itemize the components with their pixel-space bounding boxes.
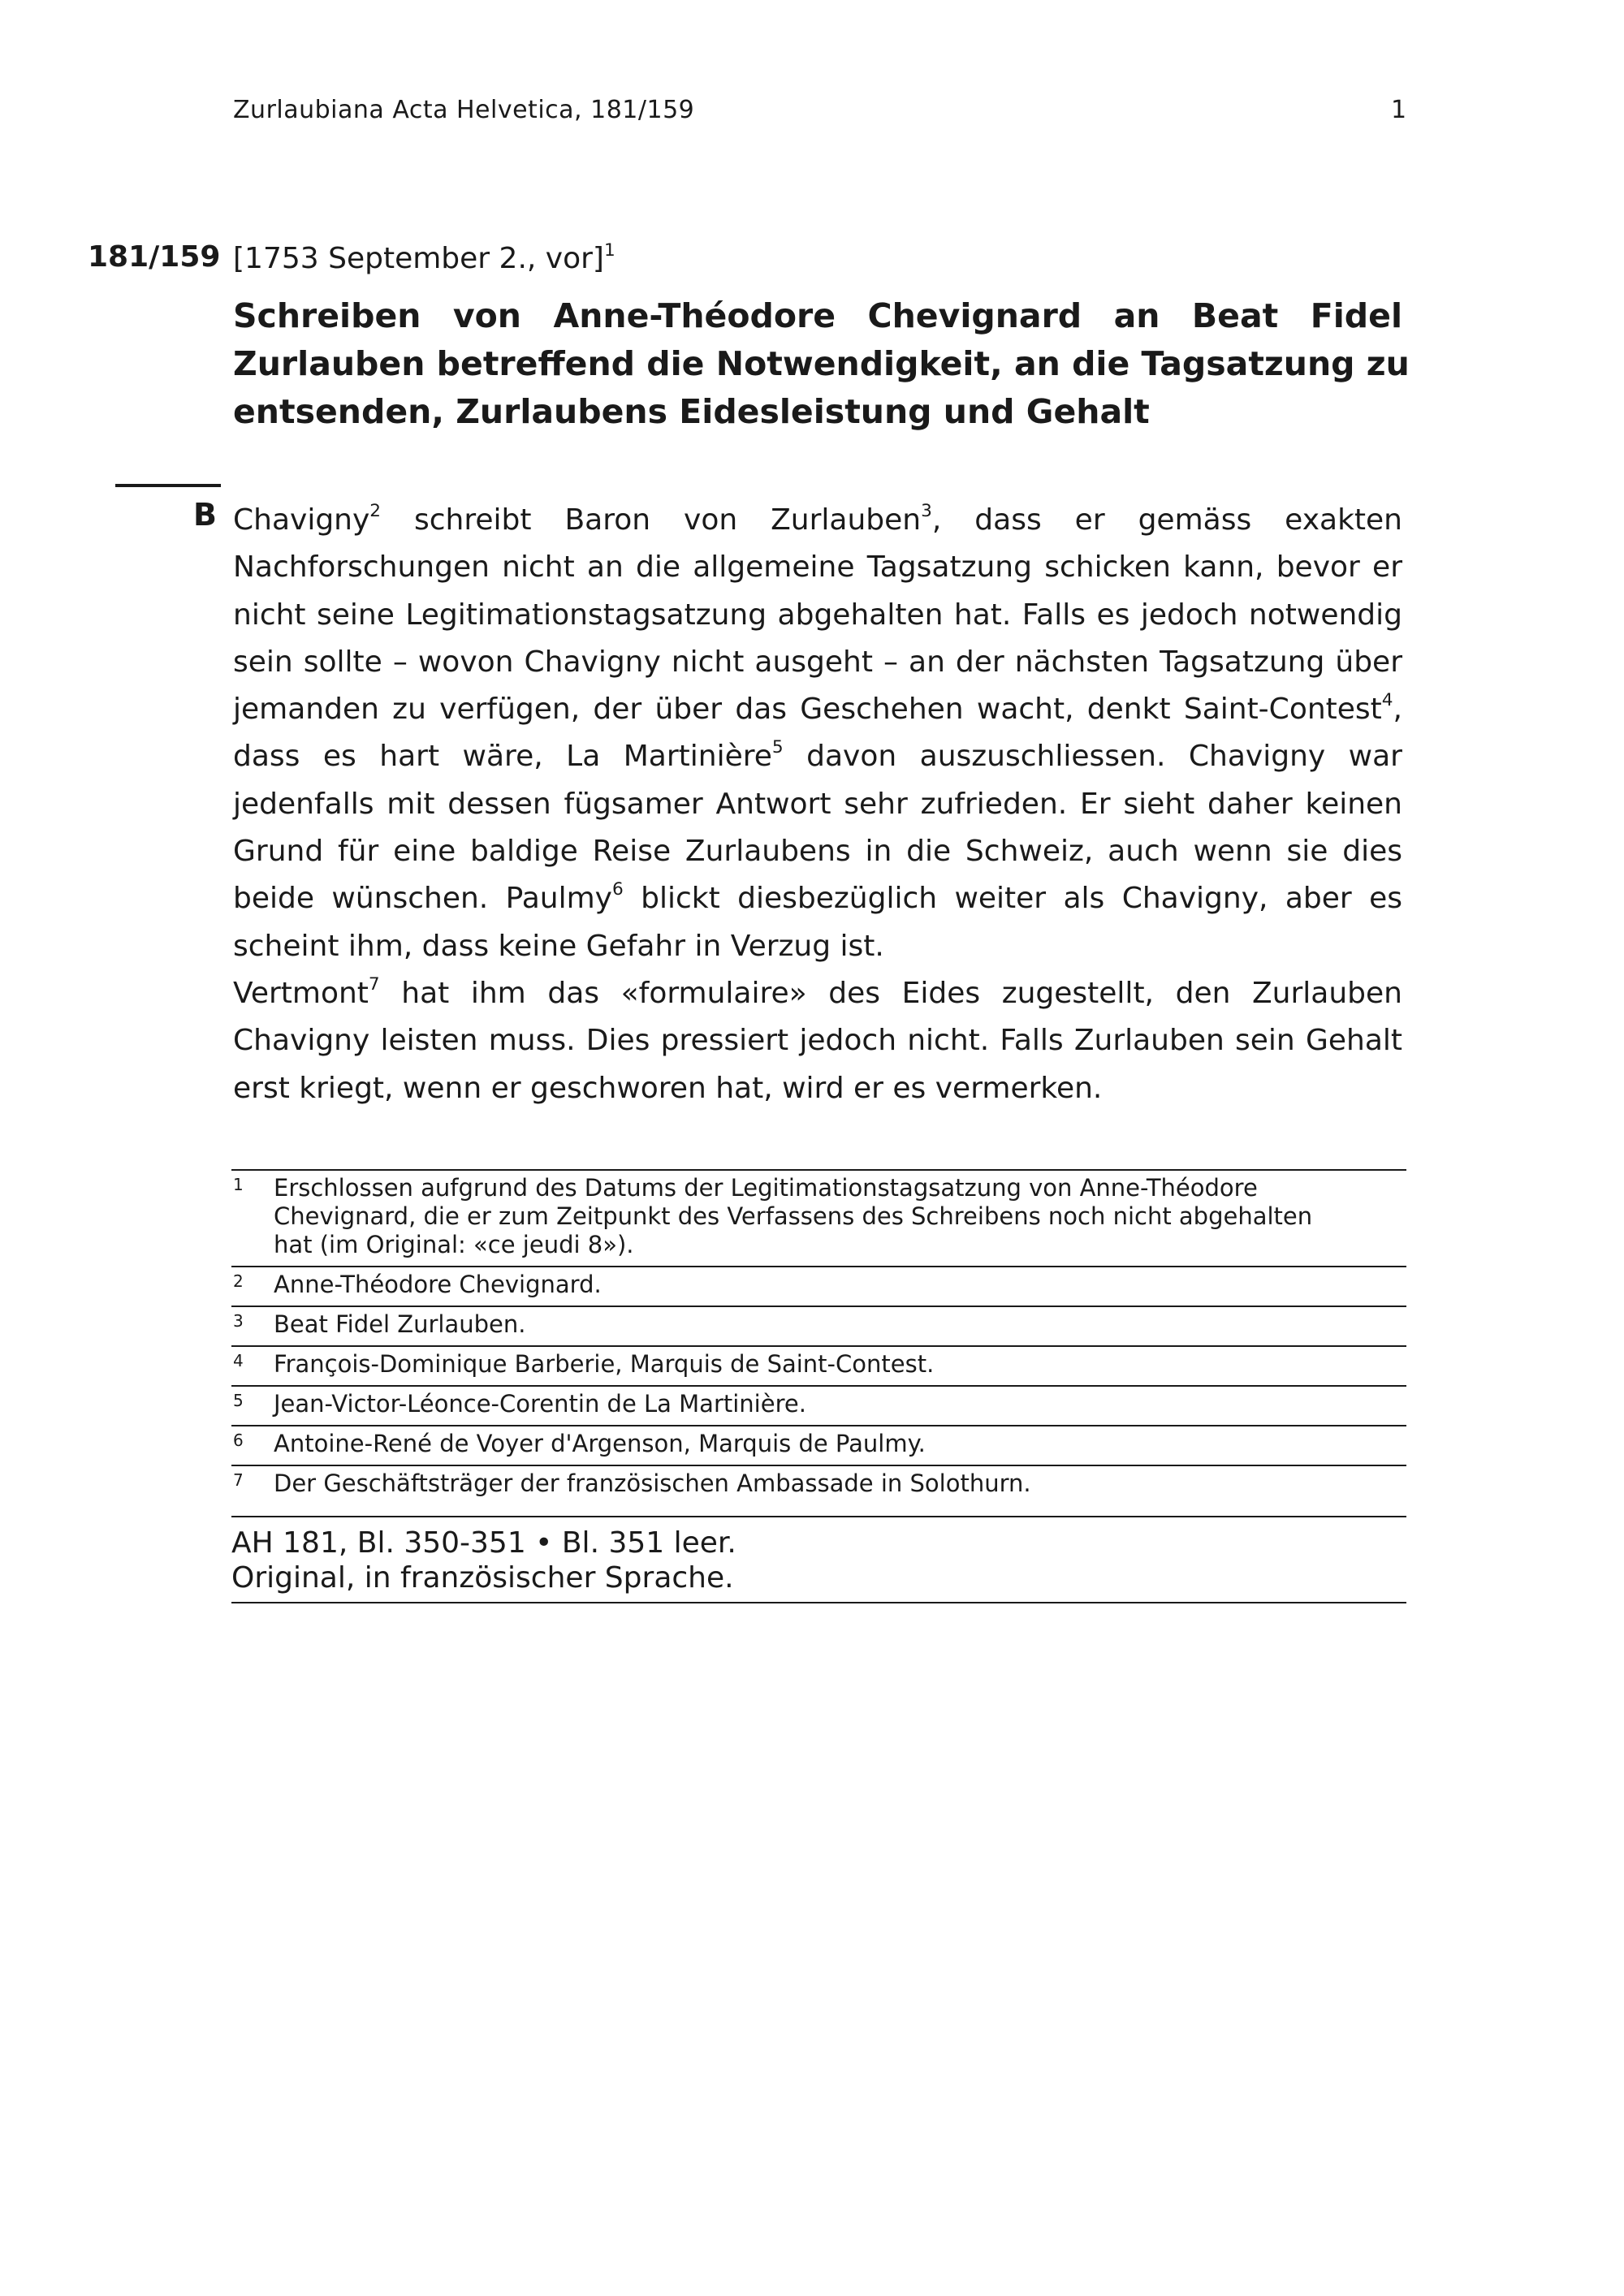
body-line bbox=[233, 828, 1402, 875]
body-line bbox=[233, 1017, 1402, 1064]
body-segment: Grund für eine baldige Reise Zurlaubens in die Schweiz, auch wenn sie dies bbox=[233, 835, 1402, 869]
footnote bbox=[231, 1169, 1406, 1266]
footnote-ref[interactable]: 6 bbox=[611, 879, 624, 900]
footnote-ref[interactable]: 2 bbox=[369, 500, 382, 521]
footnote-line: Jean-Victor-Léonce-Corentin de La Martinière. bbox=[274, 1390, 806, 1418]
body-line bbox=[233, 970, 1402, 1017]
footnote bbox=[231, 1345, 1406, 1385]
body-line bbox=[233, 1065, 1402, 1112]
footnote bbox=[231, 1425, 1406, 1465]
footnote-line: Erschlossen aufgrund des Datums der Legitimationstagsatzung von Anne-Théodore bbox=[274, 1174, 1258, 1202]
body-segment: Nachforschungen nicht an die allgemeine Tagsatzung schicken kann, bevor er bbox=[233, 550, 1402, 585]
footnote-text bbox=[274, 1430, 1406, 1458]
body-segment: davon auszuschliessen. Chavigny war bbox=[783, 740, 1402, 774]
document-date bbox=[233, 242, 615, 275]
body-segment: Vertmont bbox=[233, 976, 369, 1010]
footnote bbox=[231, 1385, 1406, 1425]
footnote-number: 6 bbox=[233, 1431, 244, 1450]
footnote-ref[interactable]: 5 bbox=[771, 737, 784, 758]
body-line bbox=[233, 781, 1402, 828]
body-line bbox=[233, 592, 1402, 639]
section-rule bbox=[115, 484, 221, 487]
footnote-text bbox=[274, 1310, 1406, 1339]
footnote-line: Chevignard, die er zum Zeitpunkt des Verfassens des Schreibens noch nicht abgehalten bbox=[274, 1202, 1313, 1230]
footnote-text bbox=[274, 1470, 1406, 1498]
footnote-ref[interactable]: 4 bbox=[1381, 689, 1393, 710]
date-text: [1753 September 2., vor] bbox=[233, 242, 604, 275]
body-line bbox=[233, 923, 1402, 970]
section-marker: B bbox=[193, 497, 217, 533]
body-segment: jedenfalls mit dessen fügsamer Antwort sehr zufrieden. Er sieht daher keinen bbox=[233, 787, 1402, 821]
body-line bbox=[233, 875, 1402, 922]
footnote-number: 1 bbox=[233, 1175, 244, 1194]
document-title bbox=[233, 292, 1410, 436]
body-line bbox=[233, 686, 1402, 733]
body-segment: dass es hart wäre, La Martinière bbox=[233, 740, 772, 774]
footnote-line: hat (im Original: «ce jeudi 8»). bbox=[274, 1231, 634, 1258]
body-segment: sein sollte – wovon Chavigny nicht ausgeht – an der nächsten Tagsatzung über bbox=[233, 645, 1402, 679]
body-line bbox=[233, 639, 1402, 686]
footnote-line: Beat Fidel Zurlauben. bbox=[274, 1310, 526, 1338]
body-segment: Chavigny bbox=[233, 503, 370, 537]
summary-text bbox=[233, 497, 1402, 1112]
body-segment: nicht seine Legitimationstagsatzung abgehalten hat. Falls es jedoch notwendig bbox=[233, 598, 1402, 632]
footnote-text bbox=[274, 1271, 1406, 1299]
footnote-number: 5 bbox=[233, 1391, 244, 1410]
footnote-text bbox=[274, 1390, 1406, 1418]
footnote bbox=[231, 1306, 1406, 1345]
footnote-number: 2 bbox=[233, 1271, 244, 1291]
source-line: AH 181, Bl. 350-351 • Bl. 351 leer. bbox=[231, 1526, 736, 1560]
body-segment: beide wünschen. Paulmy bbox=[233, 882, 612, 916]
footnote-ref[interactable]: 7 bbox=[368, 973, 380, 995]
title-line: entsenden, Zurlaubens Eidesleistung und Gehalt bbox=[233, 392, 1150, 431]
footnote-ref[interactable]: 3 bbox=[921, 500, 932, 521]
body-segment: schreibt Baron von Zurlauben bbox=[381, 503, 922, 537]
footnote-text bbox=[274, 1174, 1406, 1259]
title-line: Zurlauben betreffend die Notwendigkeit, an die Tagsatzung zu bbox=[233, 344, 1410, 383]
source-line: Original, in französischer Sprache. bbox=[231, 1561, 734, 1595]
body-segment: scheint ihm, dass keine Gefahr in Verzug ist. bbox=[233, 929, 884, 963]
title-line: Schreiben von Anne-Théodore Chevignard an Beat Fidel bbox=[233, 296, 1402, 335]
footnote-line: Der Geschäftsträger der französischen Ambassade in Solothurn. bbox=[274, 1470, 1031, 1497]
page-number: 1 bbox=[1391, 96, 1407, 124]
document-number: 181/159 bbox=[88, 240, 221, 274]
footnotes bbox=[231, 1169, 1406, 1603]
body-line bbox=[233, 544, 1402, 591]
body-segment: , dass er gemäss exakten bbox=[931, 503, 1402, 537]
footnote-text bbox=[274, 1350, 1406, 1379]
date-footnote-ref[interactable]: 1 bbox=[603, 240, 615, 261]
footnote-number: 3 bbox=[233, 1311, 244, 1331]
footnote-line: Antoine-René de Voyer d'Argenson, Marquis de Paulmy. bbox=[274, 1430, 926, 1457]
footnote bbox=[231, 1266, 1406, 1306]
footnote-line: François-Dominique Barberie, Marquis de Saint-Contest. bbox=[274, 1350, 935, 1378]
source-reference bbox=[231, 1516, 1406, 1603]
footnote-number: 7 bbox=[233, 1470, 244, 1490]
body-segment: hat ihm das «formulaire» des Eides zugestellt, den Zurlauben bbox=[379, 976, 1402, 1010]
body-segment: , bbox=[1393, 693, 1402, 727]
body-line bbox=[233, 733, 1402, 780]
footnote-number: 4 bbox=[233, 1351, 244, 1370]
body-segment: Chavigny leisten muss. Dies pressiert jedoch nicht. Falls Zurlauben sein Gehalt bbox=[233, 1024, 1402, 1058]
body-segment: blickt diesbezüglich weiter als Chavigny, aber es bbox=[623, 882, 1402, 916]
footnote bbox=[231, 1465, 1406, 1504]
running-header: Zurlaubiana Acta Helvetica, 181/159 bbox=[233, 96, 695, 124]
body-segment: erst kriegt, wenn er geschworen hat, wird er es vermerken. bbox=[233, 1071, 1103, 1105]
footnote-line: Anne-Théodore Chevignard. bbox=[274, 1271, 602, 1298]
body-segment: jemanden zu verfügen, der über das Geschehen wacht, denkt Saint-Contest bbox=[233, 693, 1382, 727]
body-line bbox=[233, 497, 1402, 544]
